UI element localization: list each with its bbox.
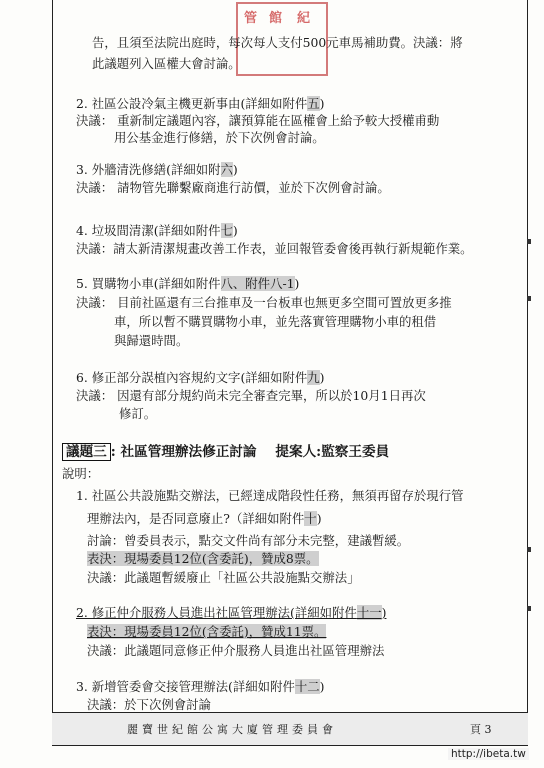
- item-4-title: 4. 垃圾間清潔(詳細如附件七): [76, 223, 238, 238]
- sub-item-1-title-1: 1. 社區公共設施點交辦法，已經達成階段性任務，無須再留存於現行管: [76, 488, 464, 503]
- item-2-title: 2. 社區公設冷氣主機更新事由(詳細如附件五): [76, 96, 325, 111]
- item-5-resolution-2: 車，所以暫不購買購物小車，並先落實管理購物小車的租借: [114, 314, 437, 329]
- margin-mark: [527, 296, 531, 301]
- sub-item-1-discussion: 討論：曾委員表示，點交文件尚有部分未完整，建議暫緩。: [87, 533, 410, 548]
- official-seal-stamp: 管 館 紀: [236, 2, 328, 76]
- margin-mark: [527, 606, 531, 611]
- page-border-left: [52, 0, 53, 712]
- sub-item-1-resolution: 決議：此議題暫緩廢止「社區公共設施點交辦法」: [87, 570, 360, 585]
- item-6-resolution-1: 決議： 因還有部分規約尚未完全審查完畢，所以於10月1日再次: [76, 388, 426, 403]
- item-6-resolution-2: 修訂。: [119, 406, 157, 421]
- attachment-ref: 八、附件八-1: [220, 276, 295, 291]
- attachment-ref: 七: [220, 223, 233, 238]
- item-6-title: 6. 修正部分誤植內容規約文字(詳細如附件九): [76, 370, 325, 385]
- item-2-resolution-1: 決議： 重新制定議題內容，讓預算能在區權會上給予較大授權甫動: [76, 113, 440, 128]
- page-number: 頁 3: [470, 723, 492, 736]
- proposer: 提案人:監察王委員: [275, 444, 390, 460]
- attachment-ref: 十: [304, 511, 317, 526]
- sub-item-2-resolution: 決議：此議題同意修正仲介服務人員進出社區管理辦法: [87, 643, 385, 658]
- footer-organization: 麗寶世紀館公寓大廈管理委員會: [127, 723, 337, 736]
- attachment-ref: 六: [220, 162, 233, 177]
- sub-item-3-resolution: 決議：於下次例會討論: [87, 697, 211, 712]
- attachment-ref: 五: [307, 96, 320, 111]
- sub-item-2-vote: 表決：現場委員12位(含委託)，贊成11票。: [87, 624, 327, 639]
- item-5-title: 5. 買購物小車(詳細如附件八、附件八-1): [76, 276, 300, 291]
- attachment-ref: 十二: [294, 679, 320, 694]
- page-footer: [52, 712, 528, 746]
- item-2-resolution-2: 用公基金進行修繕，於下次例會討論。: [114, 130, 325, 145]
- item-3-resolution-1: 決議： 請物管先聯繫廠商進行訪價，並於下次例會討論。: [76, 180, 390, 195]
- attachment-ref: 十一: [356, 605, 382, 620]
- sub-item-2-title: 2. 修正仲介服務人員進出社區管理辦法(詳細如附件十一): [76, 605, 387, 620]
- margin-mark: [527, 547, 531, 552]
- margin-mark: [527, 239, 531, 244]
- attachment-ref: 九: [307, 370, 320, 385]
- item-5-resolution-3: 與歸還時間。: [114, 333, 189, 348]
- issue-tag: 議題三: [62, 443, 111, 461]
- continued-text-line-2: 此議題列入區權大會討論。: [92, 56, 241, 71]
- sub-item-1-title-2: 理辦法內，是否同意廢止?（詳細如附件十): [87, 511, 322, 526]
- item-4-resolution-1: 決議：請太新清潔規畫改善工作表，並回報管委會後再執行新規範作業。: [76, 241, 473, 256]
- item-5-resolution-1: 決議： 目前社區還有三台推車及一台板車也無更多空間可置放更多推: [76, 295, 452, 310]
- sub-item-1-vote: 表決：現場委員12位(含委託)，贊成8票。: [87, 551, 319, 566]
- description-label: 說明：: [62, 466, 100, 481]
- item-3-title: 3. 外牆清洗修繕(詳細如附六): [76, 162, 238, 177]
- sub-item-3-title: 3. 新增管委會交接管理辦法(詳細如附件十二): [76, 679, 325, 694]
- issue-heading: 議題三 : 社區管理辦法修正討論 提案人:監察王委員: [62, 441, 450, 463]
- watermark-url: http://ibeta.tw: [448, 748, 529, 760]
- continued-text-line-1: 告，且須至法院出庭時，每次每人支付500元車馬補助費。決議：將: [92, 35, 463, 50]
